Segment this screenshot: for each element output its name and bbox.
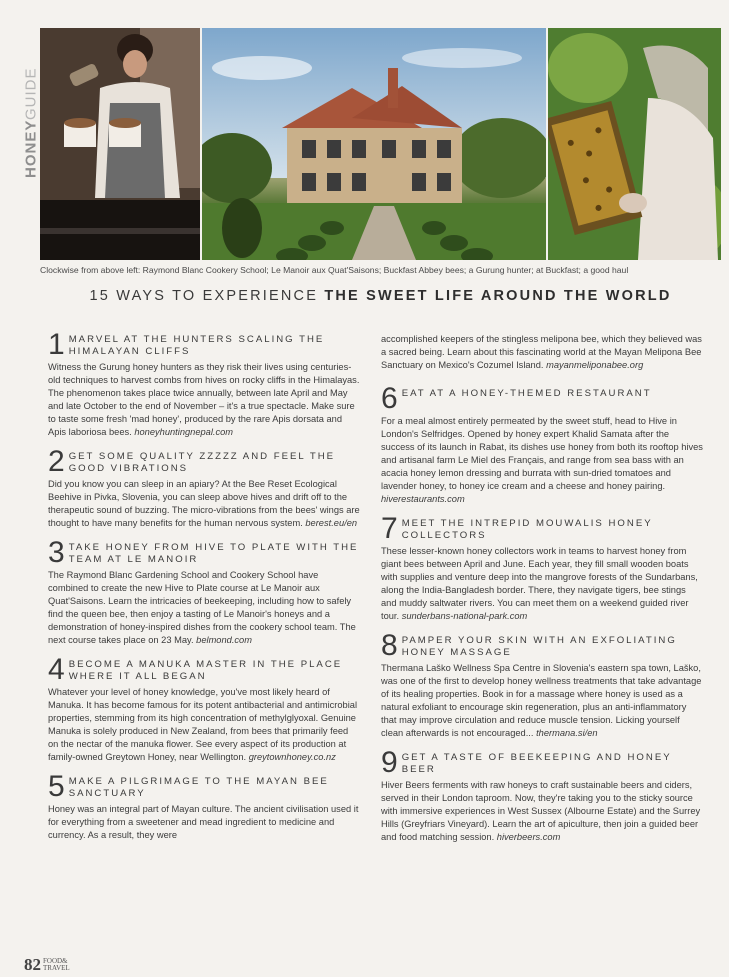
item-title: PAMPER YOUR SKIN WITH AN EXFOLIATING HONEY MASSAGE (401, 635, 677, 658)
section-label (22, 28, 40, 178)
magazine-mark (43, 958, 70, 972)
item-title: MEET THE INTREPID MOUWALIS HONEY COLLECTORS (401, 518, 653, 541)
item-body (48, 803, 360, 842)
item-body (381, 779, 703, 844)
item-link[interactable]: berest.eu/en (305, 518, 358, 528)
item-body (48, 478, 360, 530)
beekeeper-illustration (548, 28, 721, 260)
list-item (48, 445, 360, 530)
item-title: EAT AT A HONEY-THEMED RESTAURANT (401, 388, 652, 399)
photo-le-manoir (202, 28, 546, 260)
item-link[interactable]: belmond.com (196, 635, 252, 645)
headline-light: 15 WAYS TO EXPERIENCE (89, 288, 319, 304)
item-body (381, 415, 703, 506)
item-number: 9 (381, 746, 398, 779)
headline-bold: THE SWEET LIFE AROUND THE WORLD (324, 288, 672, 304)
list-item (381, 629, 703, 740)
list-item (48, 536, 360, 647)
item-body (48, 686, 360, 764)
list-item (381, 512, 703, 623)
item-title: TAKE HONEY FROM HIVE TO PLATE WITH THE TEAM AT LE MANOIR (68, 542, 359, 565)
magazine-mark-bottom: TRAVEL (43, 964, 70, 972)
item-link[interactable]: greytownhoney.co.nz (248, 752, 336, 762)
item-link[interactable]: sunderbans-national-park.com (401, 611, 528, 621)
item-text: These lesser-known honey collectors work in teams to harvest honey from giant bees between April and June. Each year, they fill small wooden boats with supplies and venture deep into the mangrove forests of the Sundarbans, along the India-Bangladesh border. There, they navigate tigers, bee stings and muddy saltwater rivers. You can meet them on a weekend guided river tour. (381, 546, 698, 621)
page-headline (40, 288, 721, 304)
list-item (48, 653, 360, 764)
chef-illustration (40, 28, 200, 260)
section-label-bold: HONEY (22, 119, 40, 178)
list-item (48, 770, 360, 842)
item-title: BECOME A MANUKA MASTER IN THE PLACE WHERE IT ALL BEGAN (68, 659, 343, 682)
photo-buckfast-bees (548, 28, 721, 260)
item-number: 1 (48, 328, 65, 361)
item-link[interactable]: mayanmeliponabee.org (546, 360, 644, 370)
item-text: Whatever your level of honey knowledge, you've most likely heard of Manuka. It has become famous for its potent antibacterial and antimicrobial properties, stemming from its high concentration of methylglyoxal. Genuine Manuka is solely produced in New Zealand, from bees that primarily feed on the nectar of the manuka flower. See every aspect of its production at family-owned Greytown Honey, near Wellington. (48, 687, 358, 762)
magazine-mark-top: FOOD& (43, 957, 68, 965)
item-title: GET SOME QUALITY ZZZZZ AND FEEL THE GOOD VIBRATIONS (68, 451, 336, 474)
section-label-thin: GUIDE (22, 67, 40, 120)
page-number: 82 (24, 955, 41, 974)
item-number: 2 (48, 445, 65, 478)
item-text: Thermana Laško Wellness Spa Centre in Slovenia's eastern spa town, Laško, was one of the first to develop honey wellness treatments that take advantage of its healing properties. Book in for a massage where honey is used as a natural exfoliant to encourage skin regeneration, plus an anti-inflammatory that may improve circulation and reduce muscle tension. Licking yourself clean afterwards is not encouraged... (381, 663, 702, 738)
column-right (381, 333, 703, 854)
item-text: For a meal almost entirely permeated by the sweet stuff, head to Hive in London's Selfridges. Opened by honey expert Khalid Samata after the success of its launch in Rabat, its dishes use honey from both its rooftop hives and artisanal farm Le Miel des Français, and range from sea bass with an acacia honey lemon dressing and burrata with sun-dried tomatoes and lavender honey, to honey ice cream and a cheese and honey pairing. (381, 416, 703, 491)
item-link[interactable]: honeyhuntingnepal.com (134, 427, 234, 437)
item-number: 7 (381, 512, 398, 545)
item-body (48, 569, 360, 647)
item-body (381, 662, 703, 740)
item-link[interactable]: thermana.si/en (536, 728, 598, 738)
photo-caption: Clockwise from above left: Raymond Blanc Cookery School; Le Manoir aux Quat'Saisons; Buckfast Abbey bees; a Gurung hunter; at Buckfast; a good haul (40, 265, 629, 275)
item-number: 5 (48, 770, 65, 803)
item-body (48, 361, 360, 439)
item-text: Hiver Beers ferments with raw honeys to craft sustainable beers and ciders, served in their London taproom. Now, they're taking you to the sticky source with immersive experiences in West Sussex (Albourne Estate) and the Surrey Hills (Greyfriars Vineyard). Learn the art of apiculture, then join a guided beer and food matching session. (381, 780, 701, 842)
item-number: 4 (48, 653, 65, 686)
item-body (381, 545, 703, 623)
column-left (48, 328, 360, 852)
item-text: Witness the Gurung honey hunters as they risk their lives using centuries-old techniques to harvest combs from hives on rocky cliffs in the Himalayas. The phenomenon takes place twice annually, between late April and May and late October to the end of November – it's a true spectacle. Make sure to taste some fresh 'mad honey', produced by the rare Apis dorsata and Apis laboriosa bees. (48, 362, 360, 437)
item-number: 3 (48, 536, 65, 569)
item-text: Did you know you can sleep in an apiary? At the Bee Reset Ecological Beehive in Pivka, Slovenia, you can sleep above hives and drift off to the therapeutic sound of buzzing. The micro-vibrations from the bees' wings are thought to have many benefits for the human nervous system. (48, 479, 360, 528)
item-number: 6 (381, 382, 398, 415)
list-item (381, 382, 703, 506)
item-link[interactable]: hiverestaurants.com (381, 494, 465, 504)
list-item (381, 746, 703, 844)
item-continued (381, 333, 703, 372)
page-folio (24, 955, 70, 975)
manor-illustration (202, 28, 546, 260)
item-link[interactable]: hiverbeers.com (496, 832, 561, 842)
continued-text: accomplished keepers of the stingless melipona bee, which they believed was a sacred being. Learn about this fascinating world at the Mayan Melipona Bee Sanctuary on Mexico's Cozumel Island. (381, 334, 702, 370)
item-title: GET A TASTE OF BEEKEEPING AND HONEY BEER (401, 752, 672, 775)
item-title: MAKE A PILGRIMAGE TO THE MAYAN BEE SANCTUARY (68, 776, 329, 799)
photo-cookery-school (40, 28, 200, 260)
item-title: MARVEL AT THE HUNTERS SCALING THE HIMALAYAN CLIFFS (68, 334, 325, 357)
list-item (48, 328, 360, 439)
item-text: Honey was an integral part of Mayan culture. The ancient civilisation used it for everything from a sweetener and mead ingredient to medicine and currency. As a result, they were (48, 804, 359, 840)
item-number: 8 (381, 629, 398, 662)
item-text: The Raymond Blanc Gardening School and Cookery School have combined to create the new Hive to Plate course at Le Manoir aux Quat'Saisons. Learn the intricacies of beekeeping, including how to safely find the queen bee, then enjoy a tasting of Le Manoir's honeys and a demonstration of honey-inspired dishes from the cookery school team. The next course takes place on 23 May. (48, 570, 356, 645)
